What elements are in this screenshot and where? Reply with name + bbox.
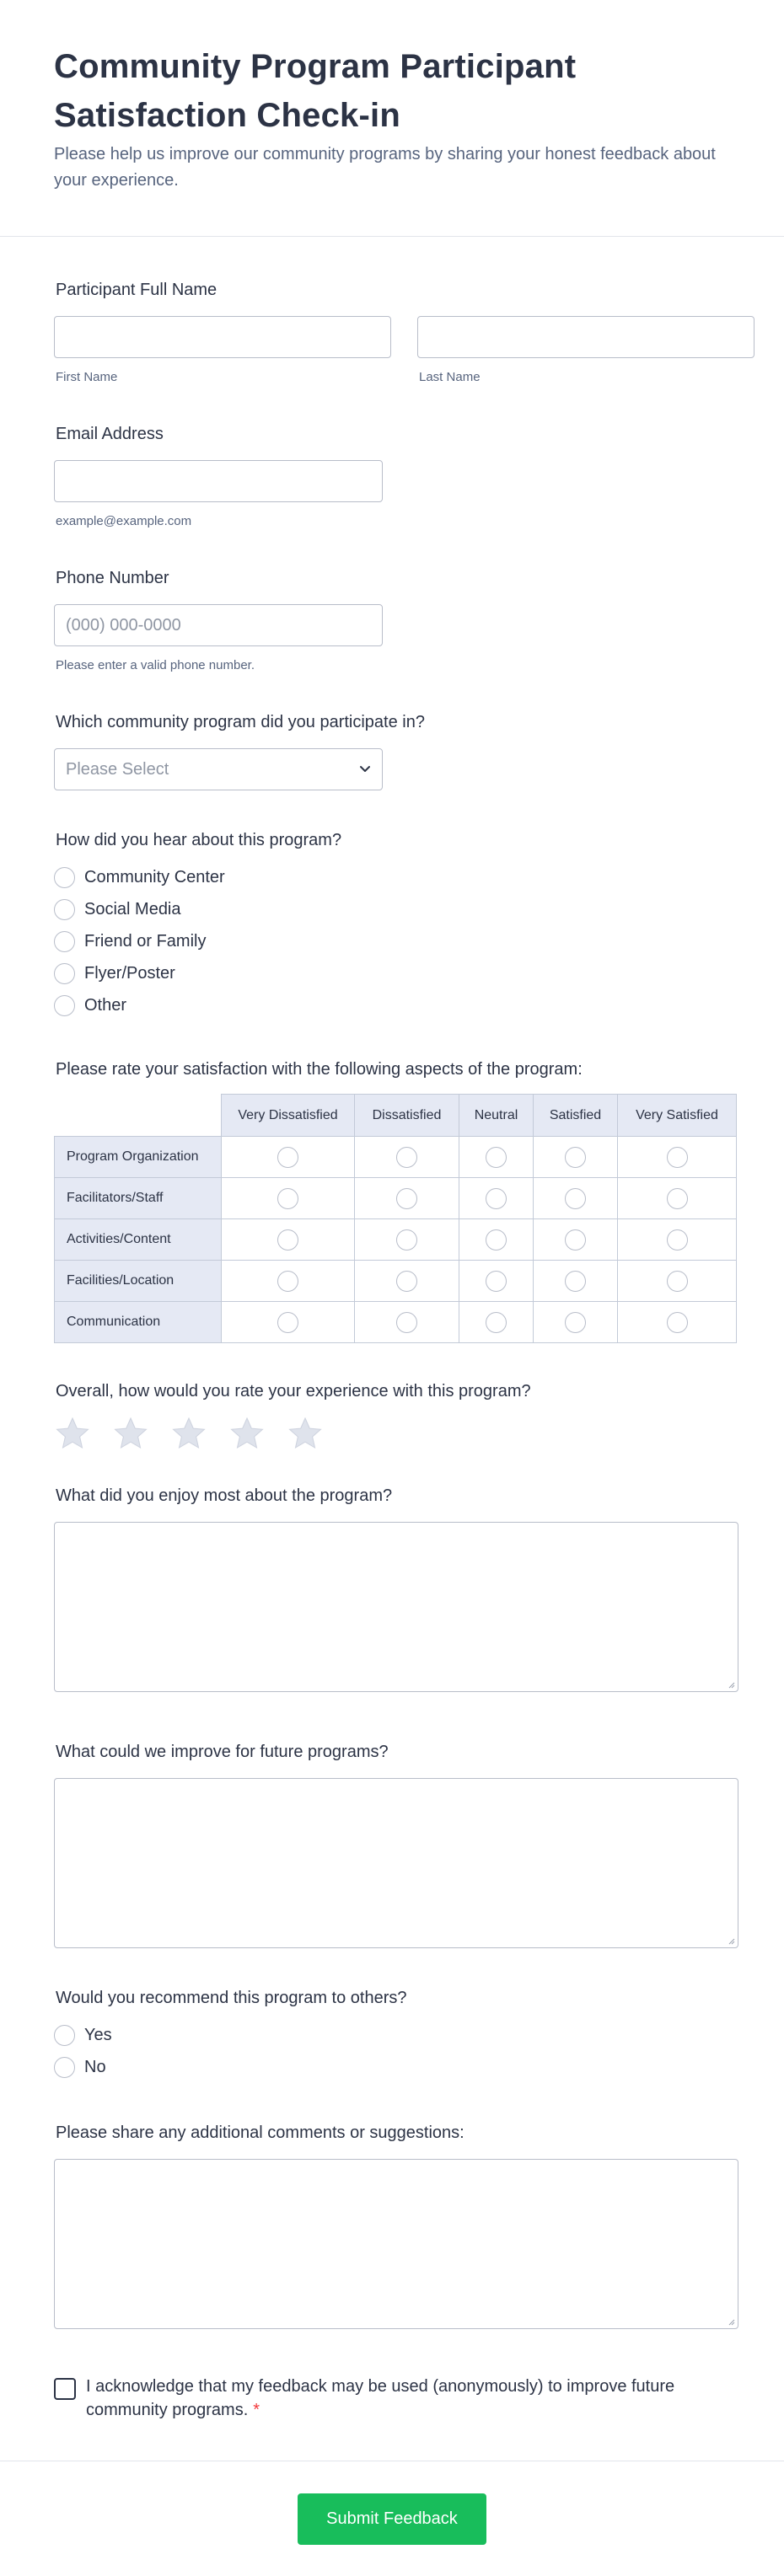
phone-sublabel: Please enter a valid phone number. bbox=[56, 658, 255, 672]
first-name-sublabel: First Name bbox=[56, 370, 118, 384]
resize-grip-icon[interactable] bbox=[727, 1680, 735, 1689]
form-header bbox=[0, 0, 784, 237]
source-label: How did you hear about this program? bbox=[56, 831, 342, 849]
email-sublabel: example@example.com bbox=[56, 514, 192, 528]
matrix-radio[interactable] bbox=[486, 1229, 507, 1251]
matrix-field bbox=[54, 1058, 730, 1343]
phone-input[interactable]: (000) 000-0000 bbox=[54, 604, 383, 646]
matrix-cell[interactable] bbox=[534, 1261, 618, 1302]
first-name-input[interactable] bbox=[54, 316, 391, 358]
form-description: Please help us improve our community programs by sharing your honest feedback about your experience. bbox=[54, 145, 716, 190]
matrix-cell[interactable] bbox=[618, 1302, 737, 1343]
matrix-radio[interactable] bbox=[277, 1188, 298, 1209]
comments-field bbox=[54, 2122, 730, 2329]
matrix-radio[interactable] bbox=[667, 1229, 688, 1251]
name-label: Participant Full Name bbox=[56, 281, 217, 299]
name-row bbox=[54, 316, 730, 384]
matrix-radio[interactable] bbox=[486, 1312, 507, 1333]
matrix-radio[interactable] bbox=[667, 1312, 688, 1333]
matrix-radio[interactable] bbox=[565, 1188, 586, 1209]
improve-label: What could we improve for future programs? bbox=[56, 1743, 389, 1761]
radio-option-yes[interactable] bbox=[54, 2019, 730, 2051]
radio-circle[interactable] bbox=[54, 899, 75, 920]
matrix-cell[interactable] bbox=[355, 1219, 459, 1261]
matrix-row-label: Communication bbox=[55, 1302, 222, 1343]
matrix-column-header: Satisfied bbox=[534, 1095, 618, 1137]
radio-option-no[interactable] bbox=[54, 2051, 730, 2083]
resize-grip-icon[interactable] bbox=[727, 2317, 735, 2326]
matrix-radio[interactable] bbox=[667, 1188, 688, 1209]
program-field bbox=[54, 711, 730, 790]
star-icon[interactable] bbox=[114, 1417, 148, 1449]
matrix-row bbox=[55, 1137, 737, 1178]
matrix-cell[interactable] bbox=[459, 1261, 534, 1302]
chevron-down-icon bbox=[357, 760, 373, 777]
submit-button[interactable]: Submit Feedback bbox=[298, 2493, 486, 2545]
matrix-row-label: Activities/Content bbox=[55, 1219, 222, 1261]
comments-textarea[interactable] bbox=[54, 2159, 738, 2329]
star-icon[interactable] bbox=[56, 1417, 89, 1449]
matrix-radio[interactable] bbox=[565, 1229, 586, 1251]
matrix-radio[interactable] bbox=[396, 1271, 417, 1292]
star-rating bbox=[56, 1417, 730, 1449]
last-name-col bbox=[417, 316, 754, 384]
satisfaction-matrix bbox=[54, 1094, 737, 1343]
matrix-cell[interactable] bbox=[534, 1178, 618, 1219]
resize-grip-icon[interactable] bbox=[727, 1936, 735, 1945]
matrix-row bbox=[55, 1178, 737, 1219]
star-icon[interactable] bbox=[172, 1417, 206, 1449]
rating-field bbox=[54, 1380, 730, 1449]
matrix-row bbox=[55, 1219, 737, 1261]
matrix-column-header: Neutral bbox=[459, 1095, 534, 1137]
matrix-cell[interactable] bbox=[222, 1261, 355, 1302]
radio-label: Yes bbox=[84, 2025, 112, 2044]
star-icon[interactable] bbox=[230, 1417, 264, 1449]
matrix-corner bbox=[55, 1095, 222, 1137]
matrix-radio[interactable] bbox=[486, 1271, 507, 1292]
matrix-cell[interactable] bbox=[618, 1261, 737, 1302]
matrix-column-header: Very Dissatisfied bbox=[222, 1095, 355, 1137]
matrix-radio[interactable] bbox=[277, 1229, 298, 1251]
matrix-radio[interactable] bbox=[667, 1147, 688, 1168]
last-name-input[interactable] bbox=[417, 316, 754, 358]
matrix-column-header: Very Satisfied bbox=[618, 1095, 737, 1137]
radio-label: Social Media bbox=[84, 899, 181, 918]
recommend-field bbox=[54, 1987, 730, 2083]
radio-circle[interactable] bbox=[54, 995, 75, 1016]
matrix-row-label: Facilitators/Staff bbox=[55, 1178, 222, 1219]
matrix-radio[interactable] bbox=[565, 1312, 586, 1333]
radio-circle[interactable] bbox=[54, 867, 75, 888]
enjoy-label: What did you enjoy most about the program? bbox=[56, 1486, 393, 1505]
enjoy-field bbox=[54, 1485, 730, 1692]
radio-option-friend-family[interactable] bbox=[54, 925, 730, 957]
matrix-radio[interactable] bbox=[277, 1312, 298, 1333]
matrix-row-label: Program Organization bbox=[55, 1137, 222, 1178]
form-title: Community Program Participant Satisfaction Check-in bbox=[54, 48, 577, 134]
program-select-value: Please Select bbox=[66, 759, 169, 779]
name-field bbox=[54, 279, 730, 384]
matrix-cell[interactable] bbox=[222, 1137, 355, 1178]
matrix-radio[interactable] bbox=[396, 1188, 417, 1209]
radio-circle[interactable] bbox=[54, 2025, 75, 2046]
matrix-radio[interactable] bbox=[396, 1312, 417, 1333]
matrix-radio[interactable] bbox=[277, 1271, 298, 1292]
matrix-cell[interactable] bbox=[355, 1137, 459, 1178]
matrix-cell[interactable] bbox=[534, 1219, 618, 1261]
matrix-cell[interactable] bbox=[355, 1302, 459, 1343]
star-icon[interactable] bbox=[288, 1417, 322, 1449]
radio-option-flyer-poster[interactable] bbox=[54, 957, 730, 989]
consent-label: I acknowledge that my feedback may be used (anonymously) to improve future community programs. bbox=[86, 2377, 675, 2419]
matrix-row-label: Facilities/Location bbox=[55, 1261, 222, 1302]
matrix-cell[interactable] bbox=[618, 1219, 737, 1261]
matrix-column-header: Dissatisfied bbox=[355, 1095, 459, 1137]
matrix-cell[interactable] bbox=[355, 1178, 459, 1219]
rating-label: Overall, how would you rate your experience with this program? bbox=[56, 1382, 531, 1400]
matrix-cell[interactable] bbox=[618, 1178, 737, 1219]
program-label: Which community program did you participate in? bbox=[56, 713, 425, 731]
radio-option-other[interactable] bbox=[54, 989, 730, 1021]
matrix-cell[interactable] bbox=[459, 1219, 534, 1261]
matrix-radio[interactable] bbox=[667, 1271, 688, 1292]
matrix-radio[interactable] bbox=[277, 1147, 298, 1168]
matrix-cell[interactable] bbox=[355, 1261, 459, 1302]
matrix-row bbox=[55, 1302, 737, 1343]
phone-field bbox=[54, 567, 730, 672]
matrix-cell[interactable] bbox=[534, 1137, 618, 1178]
matrix-cell[interactable] bbox=[618, 1137, 737, 1178]
matrix-cell[interactable] bbox=[459, 1178, 534, 1219]
matrix-cell[interactable] bbox=[459, 1137, 534, 1178]
radio-label: Community Center bbox=[84, 867, 225, 886]
consent-checkbox[interactable] bbox=[54, 2378, 76, 2400]
matrix-radio[interactable] bbox=[565, 1271, 586, 1292]
matrix-radio[interactable] bbox=[396, 1147, 417, 1168]
improve-field bbox=[54, 1741, 730, 1948]
form-body bbox=[0, 237, 784, 2422]
radio-circle[interactable] bbox=[54, 963, 75, 984]
matrix-radio[interactable] bbox=[486, 1147, 507, 1168]
consent-row[interactable] bbox=[54, 2375, 730, 2422]
source-options bbox=[54, 861, 730, 1021]
radio-circle[interactable] bbox=[54, 2057, 75, 2078]
improve-textarea[interactable] bbox=[54, 1778, 738, 1948]
first-name-col bbox=[54, 316, 391, 384]
matrix-cell[interactable] bbox=[222, 1178, 355, 1219]
radio-label: Other bbox=[84, 995, 127, 1015]
email-label: Email Address bbox=[56, 425, 164, 443]
form-footer bbox=[0, 2461, 784, 2576]
matrix-cell[interactable] bbox=[222, 1219, 355, 1261]
radio-circle[interactable] bbox=[54, 931, 75, 952]
matrix-radio[interactable] bbox=[396, 1229, 417, 1251]
matrix-label: Please rate your satisfaction with the following aspects of the program: bbox=[56, 1060, 583, 1079]
consent-text bbox=[86, 2375, 730, 2422]
radio-option-community-center[interactable] bbox=[54, 861, 730, 893]
radio-label: Flyer/Poster bbox=[84, 963, 175, 983]
required-mark: * bbox=[253, 2401, 260, 2419]
enjoy-textarea[interactable] bbox=[54, 1522, 738, 1692]
matrix-cell[interactable] bbox=[534, 1302, 618, 1343]
radio-label: Friend or Family bbox=[84, 931, 207, 951]
matrix-row bbox=[55, 1261, 737, 1302]
last-name-sublabel: Last Name bbox=[419, 370, 481, 384]
recommend-options bbox=[54, 2019, 730, 2083]
comments-label: Please share any additional comments or suggestions: bbox=[56, 2123, 464, 2142]
radio-label: No bbox=[84, 2057, 106, 2076]
radio-option-social-media[interactable] bbox=[54, 893, 730, 925]
email-field bbox=[54, 423, 730, 528]
matrix-radio[interactable] bbox=[486, 1188, 507, 1209]
program-select[interactable] bbox=[54, 748, 383, 790]
matrix-radio[interactable] bbox=[565, 1147, 586, 1168]
recommend-label: Would you recommend this program to others? bbox=[56, 1989, 407, 2007]
phone-label: Phone Number bbox=[56, 569, 169, 587]
matrix-cell[interactable] bbox=[222, 1302, 355, 1343]
matrix-cell[interactable] bbox=[459, 1302, 534, 1343]
email-input[interactable] bbox=[54, 460, 383, 502]
source-field bbox=[54, 829, 730, 1021]
